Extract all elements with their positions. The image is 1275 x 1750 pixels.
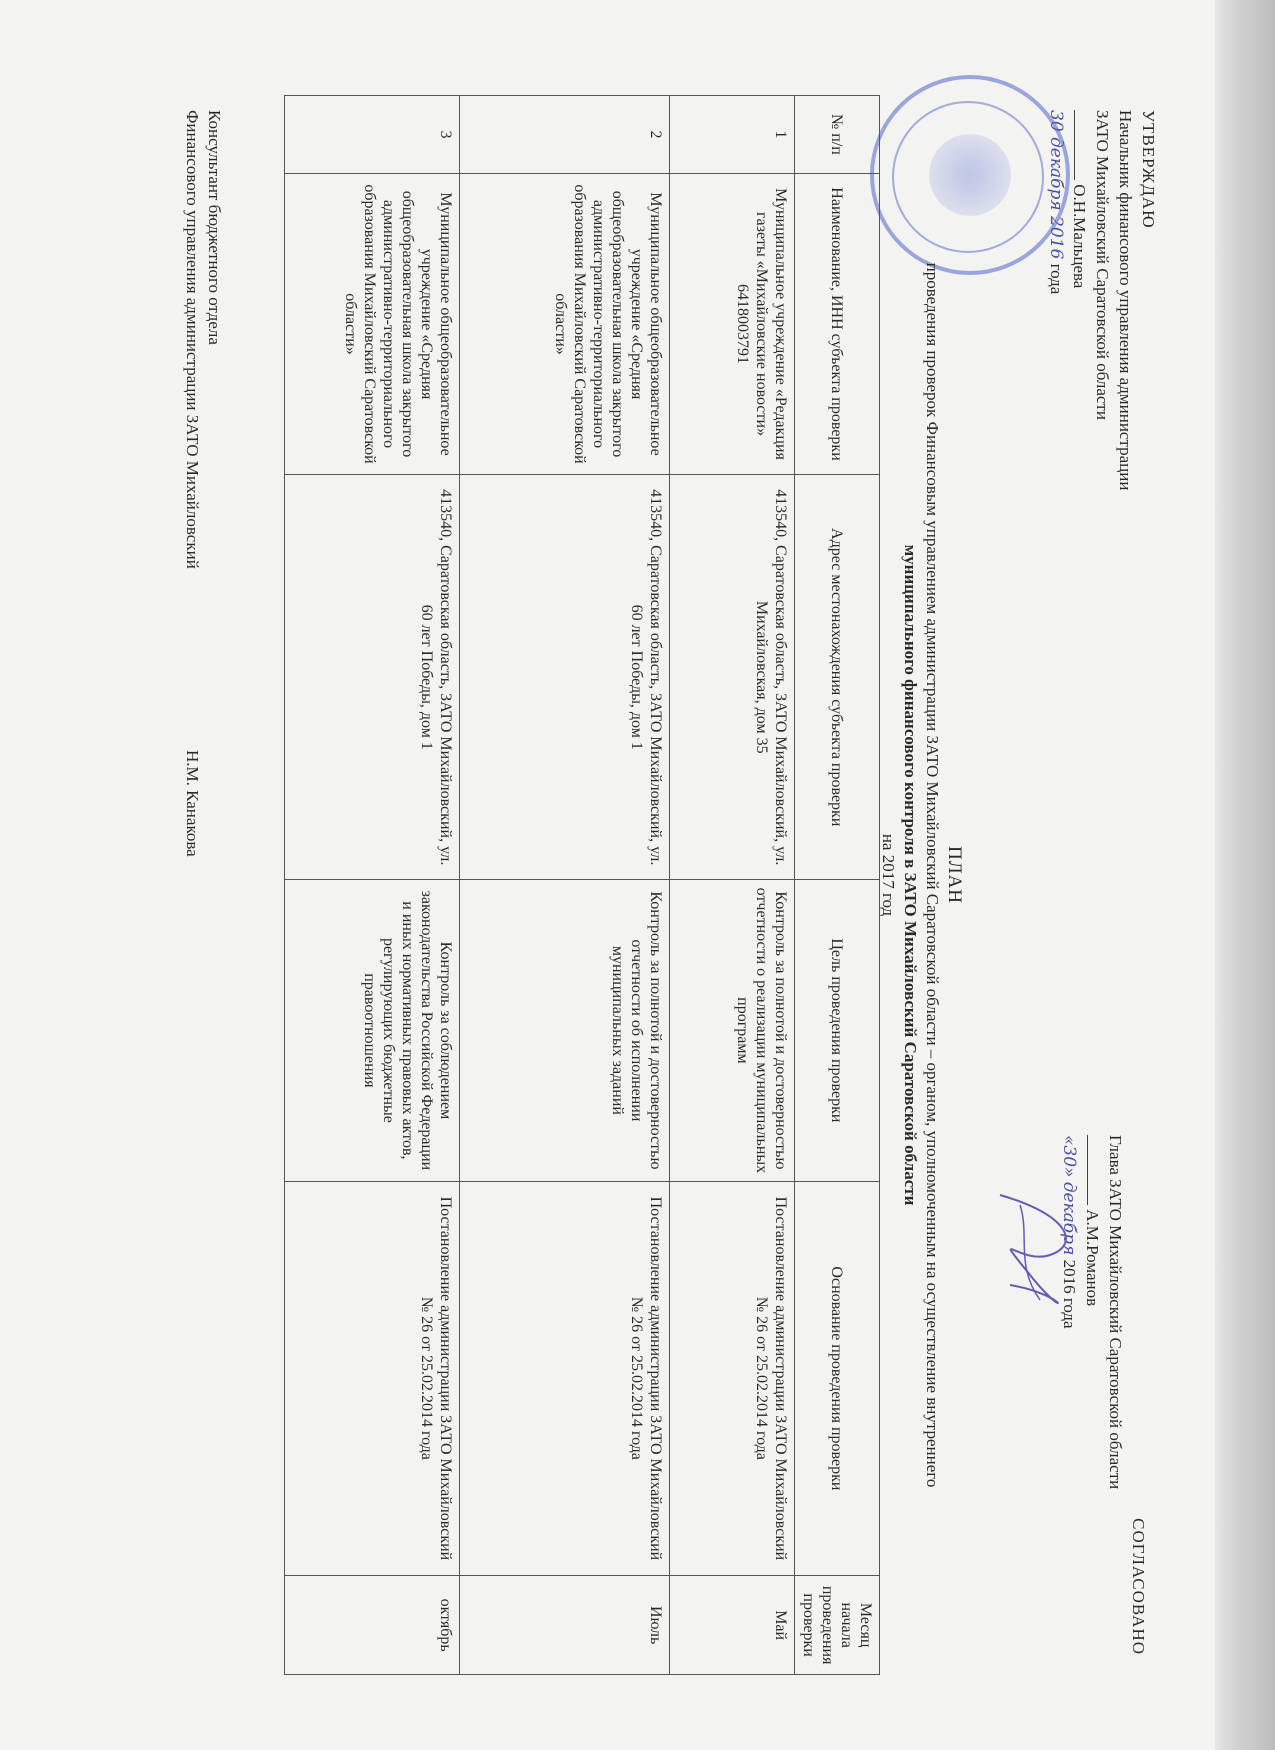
cell-month: Май [670,1576,795,1675]
footer-name: Н.М. Канакова [183,750,202,857]
agreement-date-day: «30» [1059,1135,1079,1178]
footer-org: Финансового управления администрации ЗАТО Михайловский [183,110,202,569]
footer-signature [181,110,225,1110]
document-page [130,55,1160,1695]
header-address: Адрес местонахождения субъекта проверки [795,475,880,880]
title-line3: на 2017 год [879,833,898,917]
scan-edge-shadow [1215,0,1275,1750]
header-name: Наименование, ИНН субъекта проверки [795,173,880,474]
agreement-date-month: декабря [1059,1181,1079,1256]
cell-goal: Контроль за соблюдением законодательства Российской Федерации и иных нормативных правовых актов, регулирующих бюджетные правоотношения [285,880,460,1181]
agreement-name: А.М.Романов [1083,1209,1102,1307]
footer-position: Консультант бюджетного отдела [205,110,224,345]
agreement-position: Глава ЗАТО Михайловский Саратовской области [1106,1135,1125,1490]
cell-address: 413540, Саратовская область, ЗАТО Михайловский, ул. 60 лет Победы, дом 1 [285,475,460,880]
cell-num: 2 [460,96,670,174]
title-main: ПЛАН [944,845,965,905]
cell-basis: Постановление администрации ЗАТО Михайловский № 26 от 25.02.2014 года [285,1181,460,1576]
cell-name: Муниципальное общеобразовательное учреждение «Средняя общеобразовательная школа закрытого административно-территориального образования Михайловский Саратовской области» [460,173,670,474]
table-row [460,96,670,1675]
signature-underline [1074,110,1089,180]
cell-name: Муниципальное общеобразовательное учреждение «Средняя общеобразовательная школа закрытого административно-территориального образования Михайловский Саратовской области» [285,173,460,474]
header-month: Месяц начала проведения проверки [795,1576,880,1675]
table-row [285,96,460,1675]
title-line1: проведения проверок Финансовым управлением администрации ЗАТО Михайловский Саратовской области – органом, уполномоченным на осуществление внутреннего [923,262,942,1488]
cell-goal: Контроль за полнотой и достоверностью отчетности об исполнении муниципальных заданий [460,880,670,1181]
cell-address: 413540, Саратовская область, ЗАТО Михайловский, ул. Михайловская, дом 35 [670,475,795,880]
header-num: № п/п [795,96,880,174]
cell-num: 3 [285,96,460,174]
cell-num: 1 [670,96,795,174]
agreement-header: СОГЛАСОВАНО [1129,1518,1148,1655]
cell-month: октябрь [285,1576,460,1675]
approval-name: О.Н.Мальцева [1070,184,1089,289]
inspection-plan-table [284,95,880,1675]
cell-name: Муниципальное учреждение «Редакция газеты «Михайловские новости» 6418003791 [670,173,795,474]
approval-header: УТВЕРЖДАЮ [1139,110,1158,229]
handwritten-signature-icon [980,1185,1090,1305]
document-title [877,55,965,1695]
table-header-row [795,96,880,1675]
agreement-date-suffix: года [1060,1297,1079,1329]
approval-org: ЗАТО Михайловский Саратовской области [1093,110,1112,421]
table-row [670,96,795,1675]
approval-position: Начальник финансового управления администрации [1116,110,1135,491]
cell-basis: Постановление администрации ЗАТО Михайловский № 26 от 25.02.2014 года [670,1181,795,1576]
approval-date-handwritten: 30 декабря 2016 [1046,110,1066,260]
approval-date-suffix: года [1047,263,1066,295]
cell-address: 413540, Саратовская область, ЗАТО Михайловский, ул. 60 лет Победы, дом 1 [460,475,670,880]
cell-basis: Постановление администрации ЗАТО Михайловский № 26 от 25.02.2014 года [460,1181,670,1576]
agreement-date-year: 2016 [1060,1259,1079,1294]
header-basis: Основание проведения проверки [795,1181,880,1576]
cell-month: Июль [460,1576,670,1675]
approval-signature-line [1068,110,1091,670]
header-goal: Цель проведения проверки [795,880,880,1181]
title-line2: муниципального финансового контроля в ЗАТО Михайловский Саратовской области [901,544,920,1206]
cell-goal: Контроль за полнотой и достоверностью отчетности о реализации муниципальных программ [670,880,795,1181]
